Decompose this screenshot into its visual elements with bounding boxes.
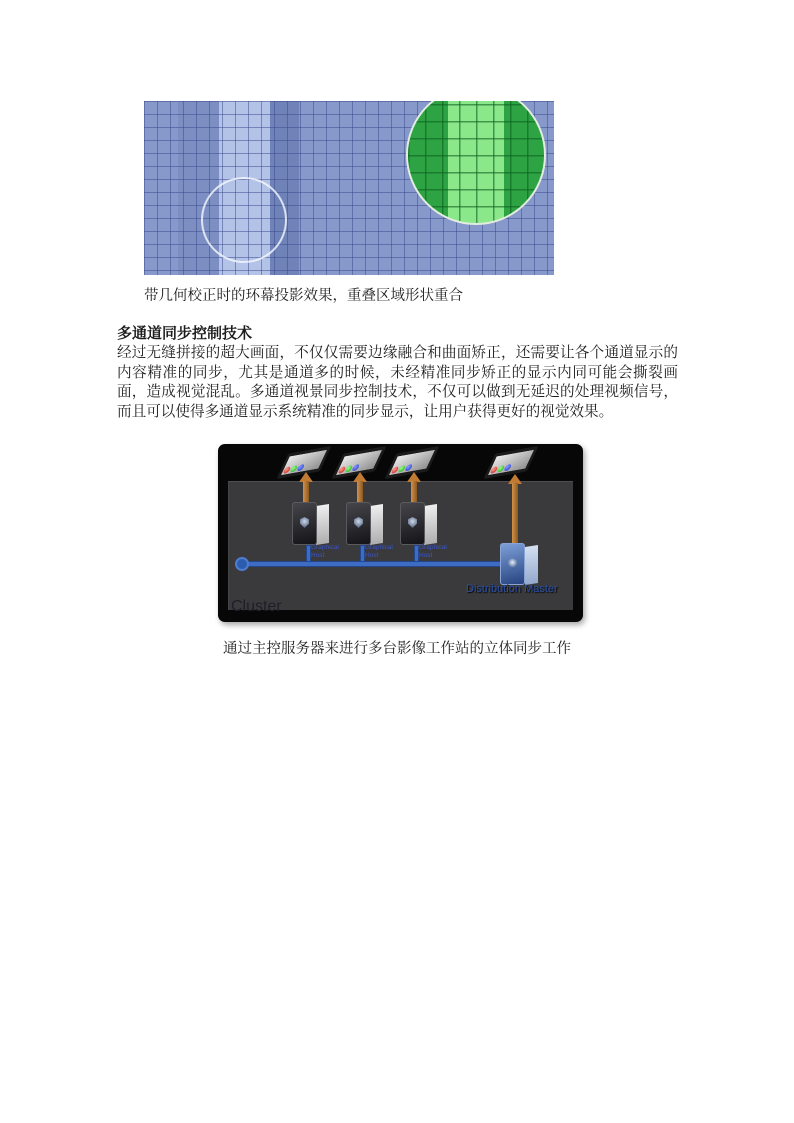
graphical-host-label: Graphical Host xyxy=(311,544,339,559)
workstation-icon xyxy=(292,502,329,546)
green-calibration-grid xyxy=(408,101,544,223)
shield-emblem-icon xyxy=(508,558,517,569)
network-bus xyxy=(240,561,520,567)
magnified-detail-circle xyxy=(406,101,546,225)
arrow-shaft xyxy=(512,483,518,543)
section-body: 经过无缝拼接的超大画面，不仅仅需要边缘融合和曲面矫正，还需要让各个通道显示的内容精准的同步，尤其是通道多的时候，未经精准同步矫正的显示内同可能会撕裂画面，造成视觉混乱。多通道视景同步控制技术，不仅可以做到无延迟的处理视频信号，而且可以使得多通道显示系统精准的同步显示，让用户获得更好的视觉效果。 xyxy=(117,345,678,420)
cluster-label: Cluster xyxy=(231,598,282,615)
arrow-shaft xyxy=(411,481,417,502)
tower-front xyxy=(400,502,425,545)
figure2-caption: 通过主控服务器来进行多台影像工作站的立体同步工作 xyxy=(223,641,571,657)
shield-emblem-icon xyxy=(300,517,309,528)
master-server-icon xyxy=(500,543,538,586)
tower-front xyxy=(346,502,371,545)
shield-emblem-icon xyxy=(354,517,363,528)
arrow-shaft xyxy=(357,481,363,502)
tower-side xyxy=(525,545,538,585)
distribution-master-label: Distribution Master xyxy=(466,583,558,595)
arrow-shaft xyxy=(303,481,309,502)
workstation-icon xyxy=(400,502,437,546)
cluster-sync-figure xyxy=(218,444,583,622)
tower-front xyxy=(292,502,317,545)
graphical-host-label: Graphical Host xyxy=(419,544,447,559)
network-node-icon xyxy=(235,557,249,571)
workstation-icon xyxy=(346,502,383,546)
graphical-host-label: Graphical Host xyxy=(365,544,393,559)
overlap-circle-outline xyxy=(201,177,287,263)
projection-grid-figure xyxy=(144,101,554,275)
shield-emblem-icon xyxy=(408,517,417,528)
tower-side xyxy=(316,504,329,545)
tower-front xyxy=(500,543,525,585)
figure1-caption: 带几何校正时的环幕投影效果，重叠区域形状重合 xyxy=(144,288,463,304)
section-heading: 多通道同步控制技术 xyxy=(117,325,253,342)
tower-side xyxy=(370,504,383,545)
tower-side xyxy=(424,504,437,545)
